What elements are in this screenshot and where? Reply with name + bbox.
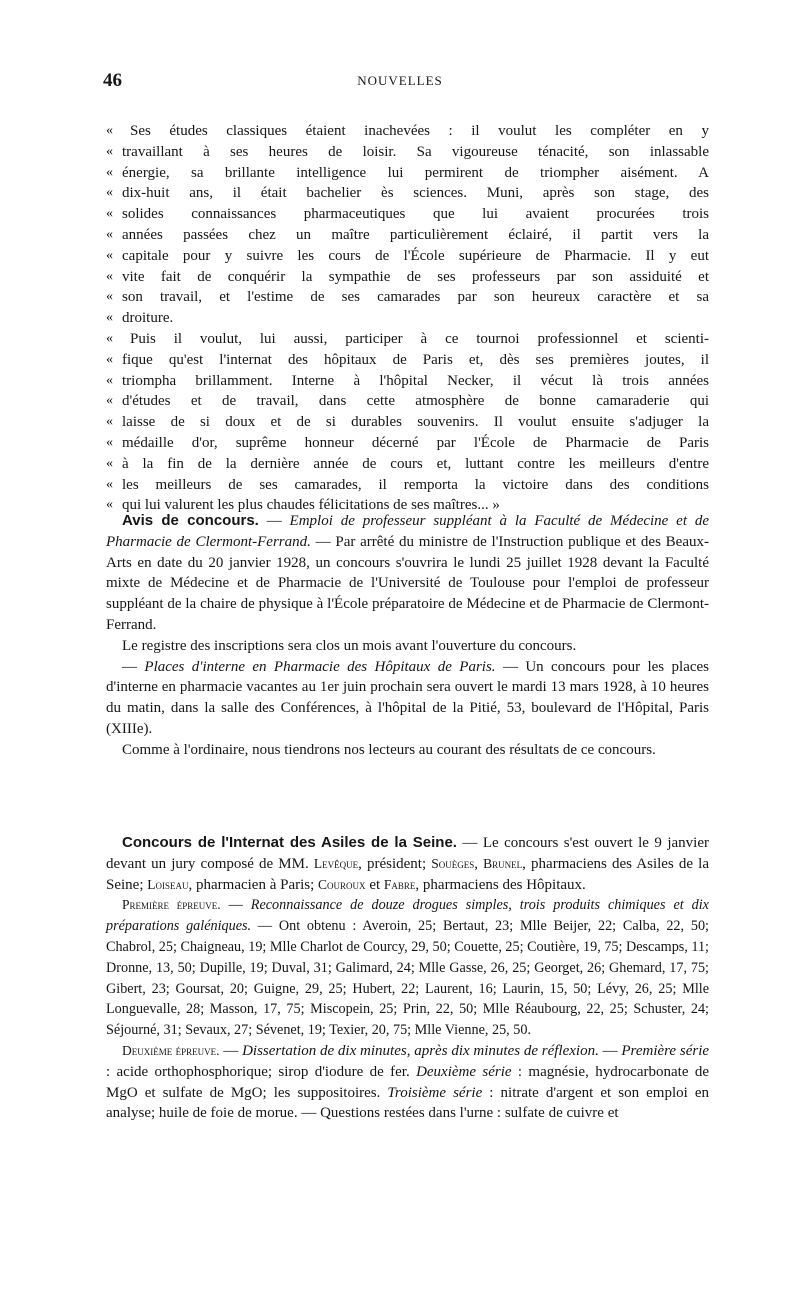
guillemet-mark: « [106,476,113,492]
quote-text: son travail, et l'estime de ses camarades par son heureux caractère et sa [122,289,709,306]
quote-line [106,183,709,204]
serie1-body: : acide orthophosphorique; sirop d'iodure de fer. [106,1063,417,1080]
quote-line [106,391,709,412]
running-head: NOUVELLES [357,73,443,88]
serie3-body: : nitrate d'argent et son emploi en analyse; huile de foie de morue. — Questions restées dans l'urne : sulfate de cuivre et [106,1084,709,1122]
internat-section [106,833,709,1124]
quote-text: solides connaissances pharmaceutiques que lui avaient procurées trois [122,206,709,223]
guillemet-mark: « [106,226,113,242]
guillemet-mark: « [106,164,113,180]
jury-member: Loiseau [147,876,189,892]
guillemet-mark: « [106,372,113,388]
quote-text: laisse de si doux et de si durables souvenirs. Il voulut ensuite s'adjuger la [122,414,709,431]
guillemet-mark: « [106,393,113,409]
guillemet-mark: « [106,247,113,263]
quote-line [106,246,709,267]
quote-line [106,412,709,433]
jury-member: Souèges [431,855,475,871]
places-body: — Un concours pour les places d'interne en pharmacie vacantes au 1er juin prochain sera ouvert le mardi 13 mars 1928, à 10 heures du matin, dans la salle des Conférences, à l'hôpital de la Pitié, 53, boulevard de l'Hôpital, Paris (XIIIe). [106,658,710,737]
jury-president: Levêque [313,855,359,871]
quote-text: droiture. [122,310,174,327]
internat-intro2: , président; [358,855,432,872]
quote-text: les meilleurs de ses camarades, il remporta la victoire dans des conditions [122,476,709,493]
guillemet-mark: « [106,455,113,471]
quote-text: capitale pour y suivre les cours de l'École supérieure de Pharmacie. Il y eut [122,247,709,264]
avis-body: — Par arrêté du ministre de l'Instruction publique et des Beaux-Arts en date du 20 janvier 1928, un concours s'ouvrira le lundi 25 juillet 1928 devant la Faculté mixte de Médecine et de Pharmacie de l'Université de Toulouse pour l'emploi de professeur suppléant de la chaire de physique à l'École préparatoire de Médecine et de Pharmacie de Clermont-Ferrand. [106,533,709,633]
places-title: Places d'interne en Pharmacie des Hôpitaux de Paris. [144,658,496,675]
avis-subtitle: Emploi de professeur suppléant à la Faculté de Médecine et de Pharmacie de Clermont-Ferrand. [106,513,710,550]
internat-title: Concours de l'Internat des Asiles de la Seine. [122,834,457,851]
quote-text: énergie, sa brillante intelligence lui permirent de triompher aisément. A [122,164,709,181]
conjunction: et [365,876,384,893]
avis-dash: — [258,513,290,529]
quote-text: à la fin de la dernière année de cours et, luttant contre les meilleurs d'entre [122,455,709,472]
epreuve1-label: Première épreuve. [122,897,221,913]
quote-text: travaillant à ses heures de loisir. Sa vigoureuse ténacité, son inlassable [122,143,709,160]
guillemet-mark: « [106,497,113,513]
quote-line [106,329,709,350]
epreuve1-results: — Ont obtenu : Averoin, 25; Bertaut, 23; Mlle Beijer, 22; Calba, 22, 50; Chabrol, 25; Chaigneau, 19; Mlle Charlot de Courcy, 29, 50; Couette, 25; Coutière, 19, 75; Descamps, 11; Dronne, 13, 50; Dupille, 19; Duval, 31; Galimard, 24; Mlle Gasse, 26, 25; Georget, 26; Ghemard, 17, 75; Gibert, 23; Goursat, 20; Guigne, 29, 25; Hubert, 22; Laurent, 16; Laurin, 15, 50; Lévy, 26, 25; Mlle Longuevalle, 28; Masson, 17, 75; Miscopein, 25; Prin, 22, 50; Mlle Réaubourg, 22, 25; Schuster, 24; Séjourné, 31; Sevaux, 27; Sévenet, 19; Texier, 20, 75; Mlle Vienne, 25, 50. [106,918,710,1039]
guillemet-mark: « [106,123,113,138]
avis-de-concours-section [106,511,709,761]
epreuve2-label: Deuxième épreuve. [122,1042,220,1058]
epreuve1-description: Reconnaissance de douze drogues simples, trois produits chimiques et dix préparations galéniques. [106,897,709,935]
guillemet-mark: « [106,289,113,305]
quote-line [106,350,709,371]
jury-member: Brunel [483,855,523,871]
quote-text: dix-huit ans, il était bachelier ès sciences. Muni, après son stage, des [122,185,709,202]
quote-text: médaille d'or, suprême honneur décerné par l'École de Pharmacie de Paris [122,434,709,451]
quote-text: d'études et de travail, dans cette atmosphère de bonne camaraderie qui [122,393,709,410]
quote-line [106,121,709,142]
epreuve2-description: Dissertation de dix minutes, après dix minutes de réflexion. [242,1042,599,1059]
serie2-body: : magnésie, hydrocarbonate de MgO et sulfate de MgO; les suppositoires. [106,1063,709,1101]
quote-line [106,267,709,288]
quote-line [106,204,709,225]
guillemet-mark: « [106,351,113,367]
guillemet-mark: « [106,143,113,159]
quote-line [106,308,709,329]
guillemet-mark: « [106,414,113,430]
dash: — [219,1042,243,1059]
serie2-label: Deuxième série [416,1063,512,1080]
jury-member: Fabre [383,876,416,892]
dash: — [220,897,251,914]
quote-text: Ses études classiques étaient inachevées : il voulut les compléter en y [130,123,709,139]
internat-intro: — Le concours s'est ouvert le 9 janvier devant un jury composé de MM. [106,835,710,872]
guillemet-mark: « [106,185,113,201]
quote-text: Puis il voulut, lui aussi, participer à ce tournoi professionnel et scienti- [130,330,709,347]
quote-text: vite fait de conquérir la sympathie de ses professeurs par son assiduité et [122,268,709,285]
serie3-label: Troisième série [387,1084,483,1101]
avis-registre: Le registre des inscriptions sera clos un mois avant l'ouverture du concours. [122,637,577,654]
avis-closing: Comme à l'ordinaire, nous tiendrons nos lecteurs au courant des résultats de ce concours. [122,741,656,758]
page-number: 46 [103,70,122,91]
serie1-label: Première série [621,1042,710,1059]
quote-text: triompha brillamment. Interne à l'hôpital Necker, il vécut là trois années [122,372,709,389]
guillemet-mark: « [106,268,113,284]
quote-line [106,163,709,184]
internat-intro5: , pharmaciens des Hôpitaux. [415,876,586,893]
quote-line [106,225,709,246]
quote-line [106,433,709,454]
quote-line [106,142,709,163]
quote-line [106,475,709,496]
quote-line [106,287,709,308]
quote-text: fique qu'est l'internat des hôpitaux de Paris et, dès ses premières joutes, il [122,351,709,368]
guillemet-mark: « [106,206,113,222]
dash: — [598,1042,622,1059]
quote-line [106,371,709,392]
quote-text: années passées chez un maître particulièrement éclairé, il partit vers la [122,226,709,243]
guillemet-mark: « [106,434,113,450]
separator: , [474,855,484,872]
internat-intro4: , pharmacien à Paris; [188,876,319,893]
quoted-eulogy [106,121,709,516]
avis-title: Avis de concours. [122,512,259,529]
internat-intro3: , pharmaciens des Asiles de la Seine; [106,855,710,893]
guillemet-mark: « [106,310,113,326]
quote-text: qui lui valurent les plus chaudes félicitations de ses maîtres... » [122,497,500,514]
jury-member: Couroux [318,876,366,892]
places-lead: — [122,658,145,675]
guillemet-mark: « [106,330,113,346]
quote-line [106,454,709,475]
